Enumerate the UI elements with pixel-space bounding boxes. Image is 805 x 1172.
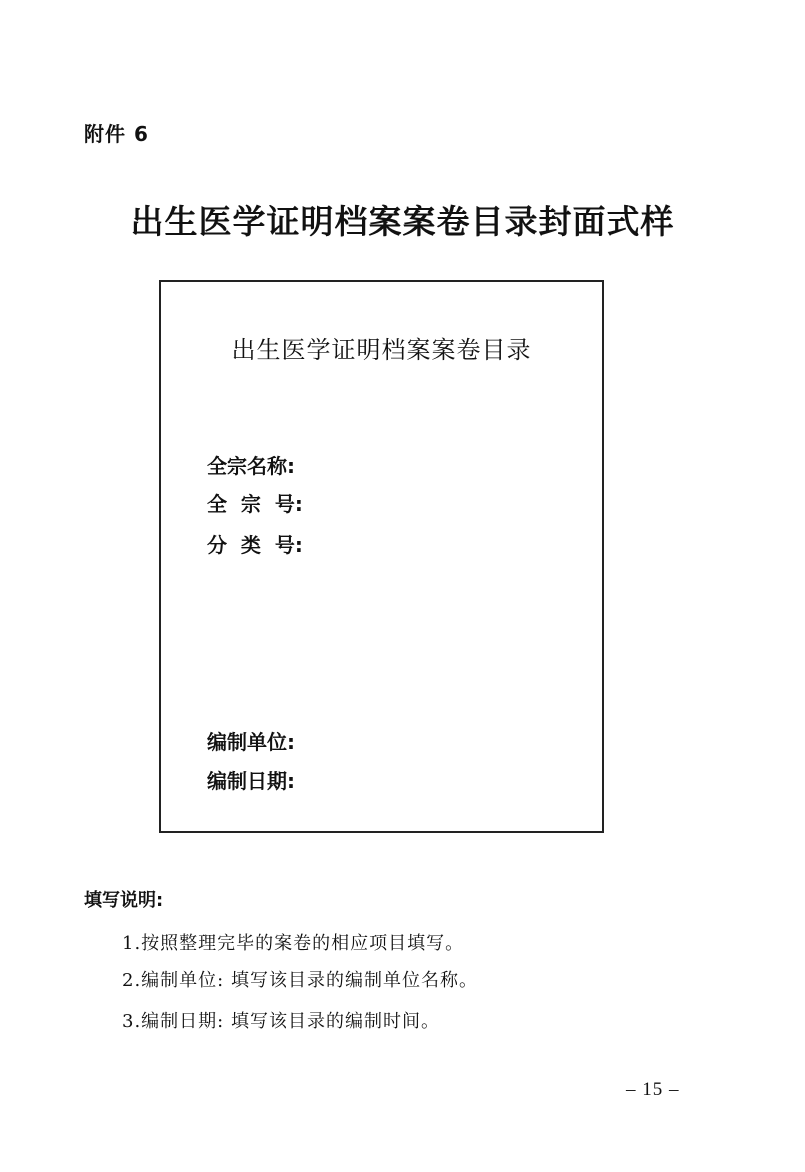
instruction-item: 3.编制日期: 填写该目录的编制时间。 xyxy=(122,1011,440,1032)
field-fonds-number: 全 宗 号: xyxy=(207,492,303,516)
cover-title: 出生医学证明档案案卷目录 xyxy=(231,336,532,364)
field-compiling-unit: 编制单位: xyxy=(207,730,295,754)
field-compiling-date: 编制日期: xyxy=(207,769,295,793)
page-number: – 15 – xyxy=(626,1079,680,1100)
field-classification-number: 分 类 号: xyxy=(207,533,303,557)
instruction-item: 2.编制单位: 填写该目录的编制单位名称。 xyxy=(122,970,478,991)
instructions-heading: 填写说明: xyxy=(84,890,164,911)
instruction-item: 1.按照整理完毕的案卷的相应项目填写。 xyxy=(122,933,465,954)
catalog-cover-sample xyxy=(159,280,604,833)
page-title: 出生医学证明档案案卷目录封面式样 xyxy=(130,202,675,241)
attachment-label: 附件 6 xyxy=(84,122,149,146)
field-fonds-name: 全宗名称: xyxy=(207,454,295,478)
